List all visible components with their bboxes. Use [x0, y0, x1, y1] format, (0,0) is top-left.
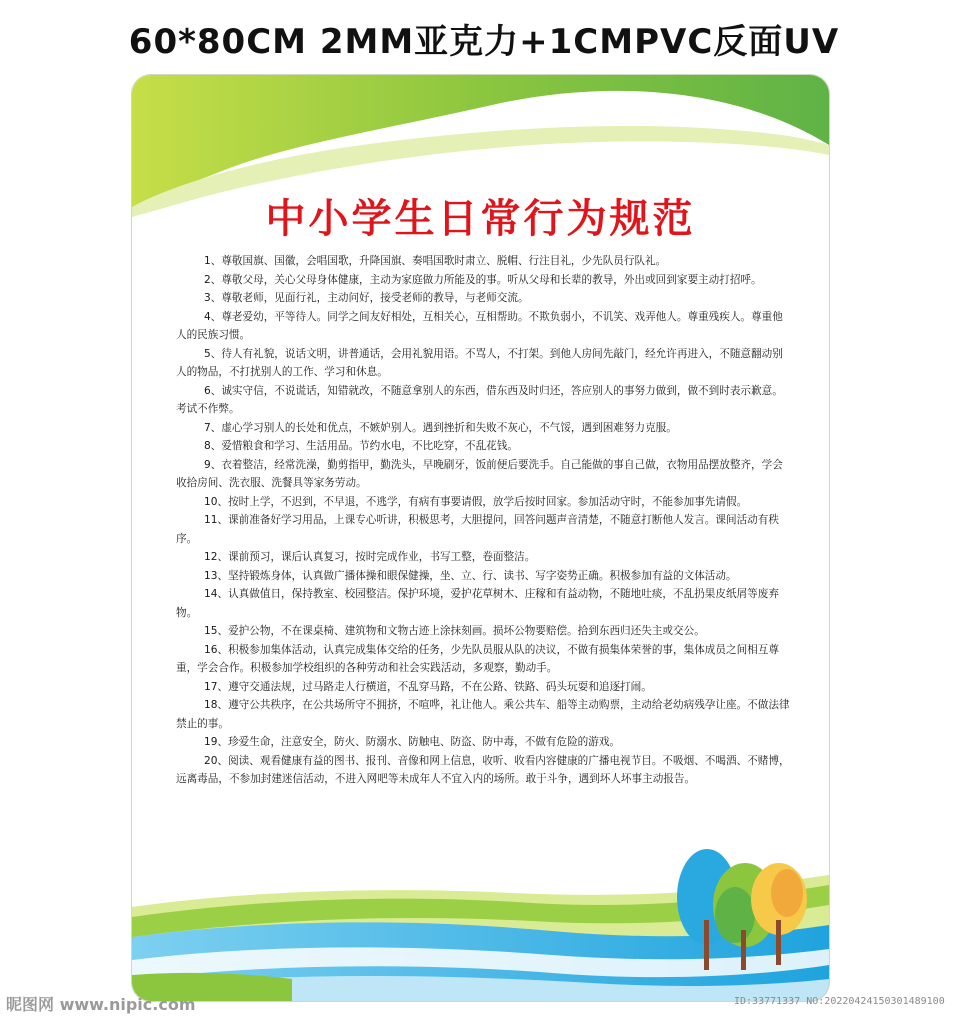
watermark-logo-text: 昵图网 www.nipic.com — [6, 995, 196, 1014]
rule-item: 16、积极参加集体活动，认真完成集体交给的任务，少先队员服从队的决议，不做有损集体荣誉的事，集体成员之间相互尊重，学会合作。积极参加学校组织的各种劳动和社会实践活动，多观察，勤动手。 — [176, 643, 779, 674]
rule-item: 7、虚心学习别人的长处和优点，不嫉妒别人。遇到挫折和失败不灰心，不气馁，遇到困难努力克服。 — [204, 421, 677, 434]
rule-item: 18、遵守公共秩序，在公共场所守不拥挤，不喧哗，礼让他人。乘公共车、船等主动购票，主动给老幼病残孕让座。不做法律禁止的事。 — [176, 699, 790, 730]
rule-item: 5、待人有礼貌，说话文明，讲普通话，会用礼貌用语。不骂人，不打架。到他人房间先敲门，经允许再进入，不随意翻动别人的物品，不打扰别人的工作、学习和休息。 — [176, 347, 783, 378]
rule-item: 4、尊老爱幼，平等待人。同学之间友好相处，互相关心，互相帮助。不欺负弱小，不讥笑、戏弄他人。尊重残疾人。尊重他人的民族习惯。 — [176, 310, 783, 341]
spec-line: 60*80CM 2MM亚克力+1CMPVC反面UV — [128, 22, 840, 62]
rule-item: 6、诚实守信，不说谎话，知错就改，不随意拿别人的东西，借东西及时归还，答应别人的事努力做到，做不到时表示歉意。考试不作弊。 — [176, 384, 783, 415]
rule-item: 1、尊敬国旗、国徽，会唱国歌，升降国旗、奏唱国歌时肃立、脱帽、行注目礼，少先队员行队礼。 — [204, 255, 667, 267]
rule-item: 15、爱护公物，不在课桌椅、建筑物和文物古迹上涂抹刻画。损坏公物要赔偿。拾到东西归还失主或交公。 — [204, 625, 705, 637]
rule-item: 12、课前预习，课后认真复习，按时完成作业，书写工整，卷面整洁。 — [204, 551, 536, 563]
rule-item: 10、按时上学，不迟到，不早退，不逃学，有病有事要请假，放学后按时回家。参加活动守时，不能参加事先请假。 — [204, 495, 748, 508]
board-title: 中小学生日常行为规范 — [265, 196, 696, 242]
rule-item: 2、尊敬父母，关心父母身体健康，主动为家庭做力所能及的事。听从父母和长辈的教导，外出或回到家要主动打招呼。 — [204, 273, 762, 286]
rule-item: 19、珍爱生命，注意安全，防火、防溺水、防触电、防盗、防中毒，不做有危险的游戏。 — [204, 736, 621, 748]
rules-list — [176, 252, 791, 789]
rule-item: 3、尊敬老师，见面行礼，主动问好，接受老师的教导，与老师交流。 — [204, 292, 529, 304]
rule-item: 17、遵守交通法规，过马路走人行横道，不乱穿马路，不在公路、铁路、码头玩耍和追逐打闹。 — [204, 680, 652, 693]
rule-item: 14、认真做值日，保持教室、校园整洁。保护环境，爱护花草树木、庄稼和有益动物，不随地吐痰，不乱扔果皮纸屑等废弃物。 — [176, 588, 779, 619]
watermark-id: ID:33771337 NO:20220424150301489100 — [734, 996, 945, 1007]
rule-item: 20、阅读、观看健康有益的图书、报刊、音像和网上信息，收听、收看内容健康的广播电视节目。不吸烟、不喝酒、不赌博，远离毒品，不参加封建迷信活动，不进入网吧等未成年人不宜入内的场所。敢于斗争，遇到坏人坏事主动报告。 — [176, 754, 790, 785]
rule-item: 13、坚持锻炼身体，认真做广播体操和眼保健操，坐、立、行、读书、写字姿势正确。积极参加有益的文体活动。 — [204, 569, 737, 582]
rule-item: 11、课前准备好学习用品，上课专心听讲，积极思考，大胆提问，回答问题声音清楚，不随意打断他人发言。课间活动有秩序。 — [176, 514, 779, 545]
signboard — [131, 74, 830, 1002]
rule-item: 9、衣着整洁，经常洗澡，勤剪指甲，勤洗头，早晚刷牙，饭前便后要洗手。自己能做的事自己做，衣物用品摆放整齐，学会收拾房间、洗衣服、洗餐具等家务劳动。 — [176, 458, 783, 489]
rule-item: 8、爱惜粮食和学习、生活用品。节约水电，不比吃穿，不乱花钱。 — [204, 440, 518, 452]
